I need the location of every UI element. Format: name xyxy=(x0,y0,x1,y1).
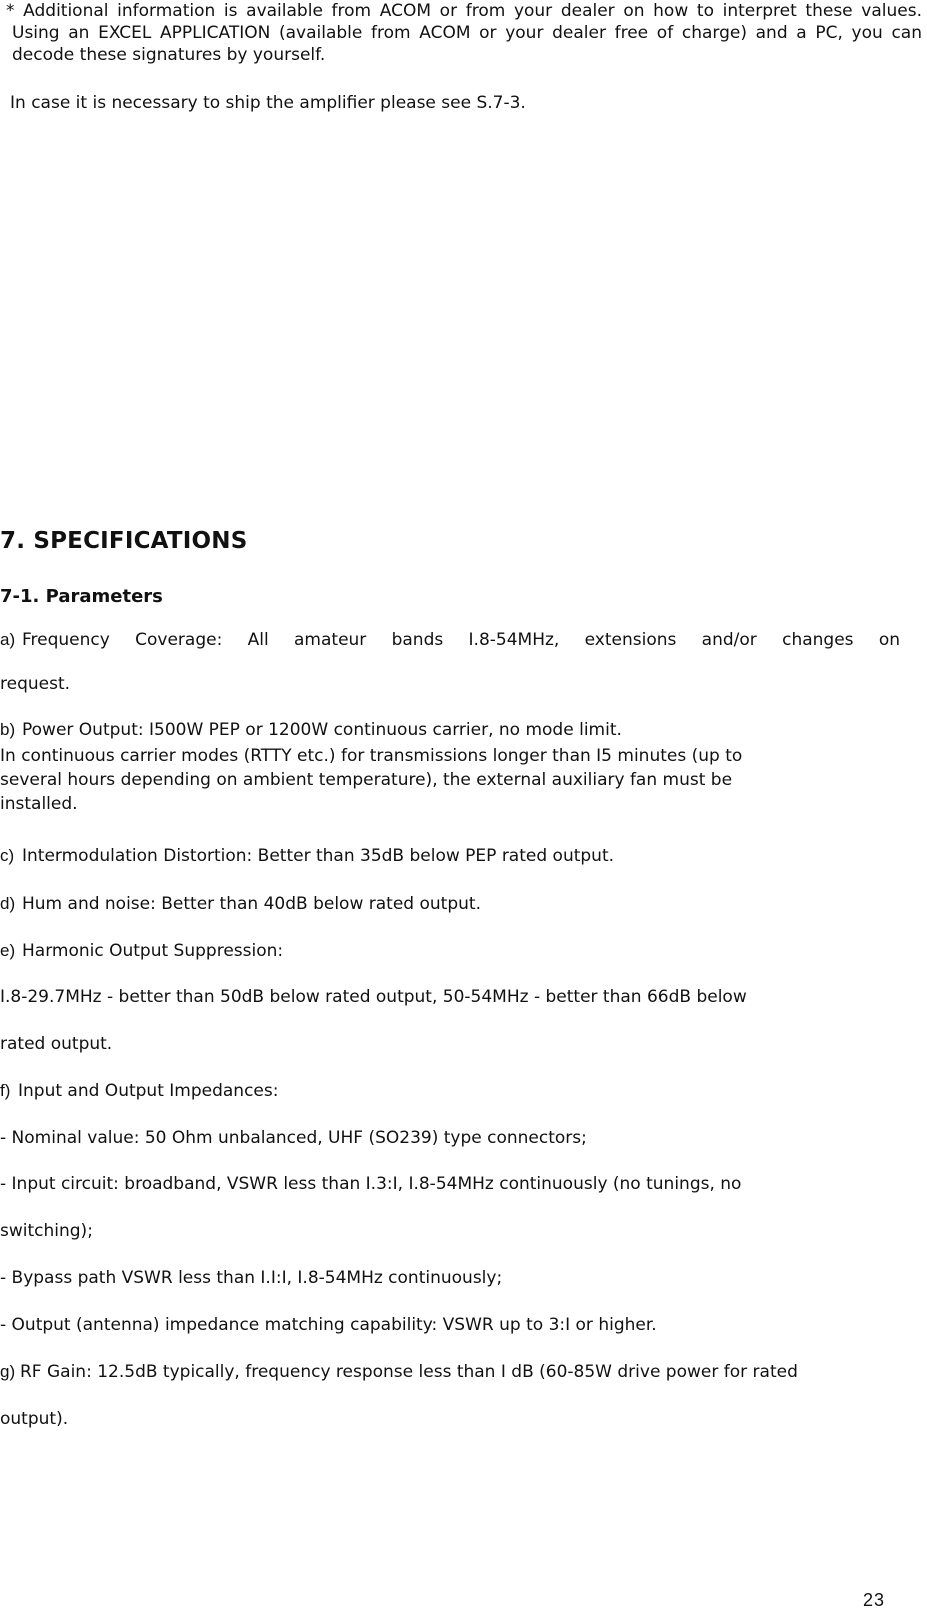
spec-c-marker: c) xyxy=(0,846,15,865)
spec-b-line1: Power Output: I500W PEP or 1200W continuous carrier, no mode limit. xyxy=(22,720,622,740)
spec-a-line1: Frequency Coverage: All amateur bands I.8-54MHz, extensions and/or changes on xyxy=(22,630,900,650)
intro-note: * Additional information is available from ACOM or from your dealer on how to interpret these values. Using an EXCEL APPLICATION (available from ACOM or your dealer free of charge) and a PC, you can decode these signatures by yourself. xyxy=(6,1,922,65)
section-subtitle: 7-1. Parameters xyxy=(0,586,163,607)
spec-b-note3: installed. xyxy=(0,794,78,814)
spec-e-marker: e) xyxy=(0,941,16,960)
spec-b-note2: several hours depending on ambient temperature), the external auxiliary fan must be xyxy=(0,770,733,790)
spec-g-marker: g) xyxy=(0,1362,16,1381)
spec-a-marker: a) xyxy=(0,630,16,649)
spec-b-note1: In continuous carrier modes (RTTY etc.) for transmissions longer than I5 minutes (up to xyxy=(0,746,743,766)
spec-f-item3: - Bypass path VSWR less than I.I:I, I.8-54MHz continuously; xyxy=(0,1268,503,1288)
spec-f-item4: - Output (antenna) impedance matching capability: VSWR up to 3:I or higher. xyxy=(0,1315,657,1335)
spec-g-line2: output). xyxy=(0,1409,69,1429)
page-number: 23 xyxy=(862,1590,885,1610)
spec-e-detail1: I.8-29.7MHz - better than 50dB below rated output, 50-54MHz - better than 66dB below xyxy=(0,987,747,1007)
section-title: 7. SPECIFICATIONS xyxy=(0,528,248,554)
spec-d-marker: d) xyxy=(0,894,16,913)
spec-f-marker: f) xyxy=(0,1081,11,1100)
intro-shipping: In case it is necessary to ship the amplifier please see S.7-3. xyxy=(10,93,526,113)
spec-f-item2a: - Input circuit: broadband, VSWR less than I.3:I, I.8-54MHz continuously (no tunings, no xyxy=(0,1174,742,1194)
spec-d-text: Hum and noise: Better than 40dB below rated output. xyxy=(22,894,481,914)
spec-f-item1: - Nominal value: 50 Ohm unbalanced, UHF (SO239) type connectors; xyxy=(0,1128,587,1148)
spec-e-text: Harmonic Output Suppression: xyxy=(22,941,284,961)
spec-e-detail2: rated output. xyxy=(0,1034,113,1054)
spec-g-line1: RF Gain: 12.5dB typically, frequency response less than I dB (60-85W drive power for rated xyxy=(20,1362,798,1382)
spec-b-marker: b) xyxy=(0,720,16,739)
spec-c-text: Intermodulation Distortion: Better than 35dB below PEP rated output. xyxy=(22,846,615,866)
spec-f-item2b: switching); xyxy=(0,1221,93,1241)
spec-a-line2: request. xyxy=(0,674,71,694)
spec-f-text: Input and Output Impedances: xyxy=(18,1081,279,1101)
